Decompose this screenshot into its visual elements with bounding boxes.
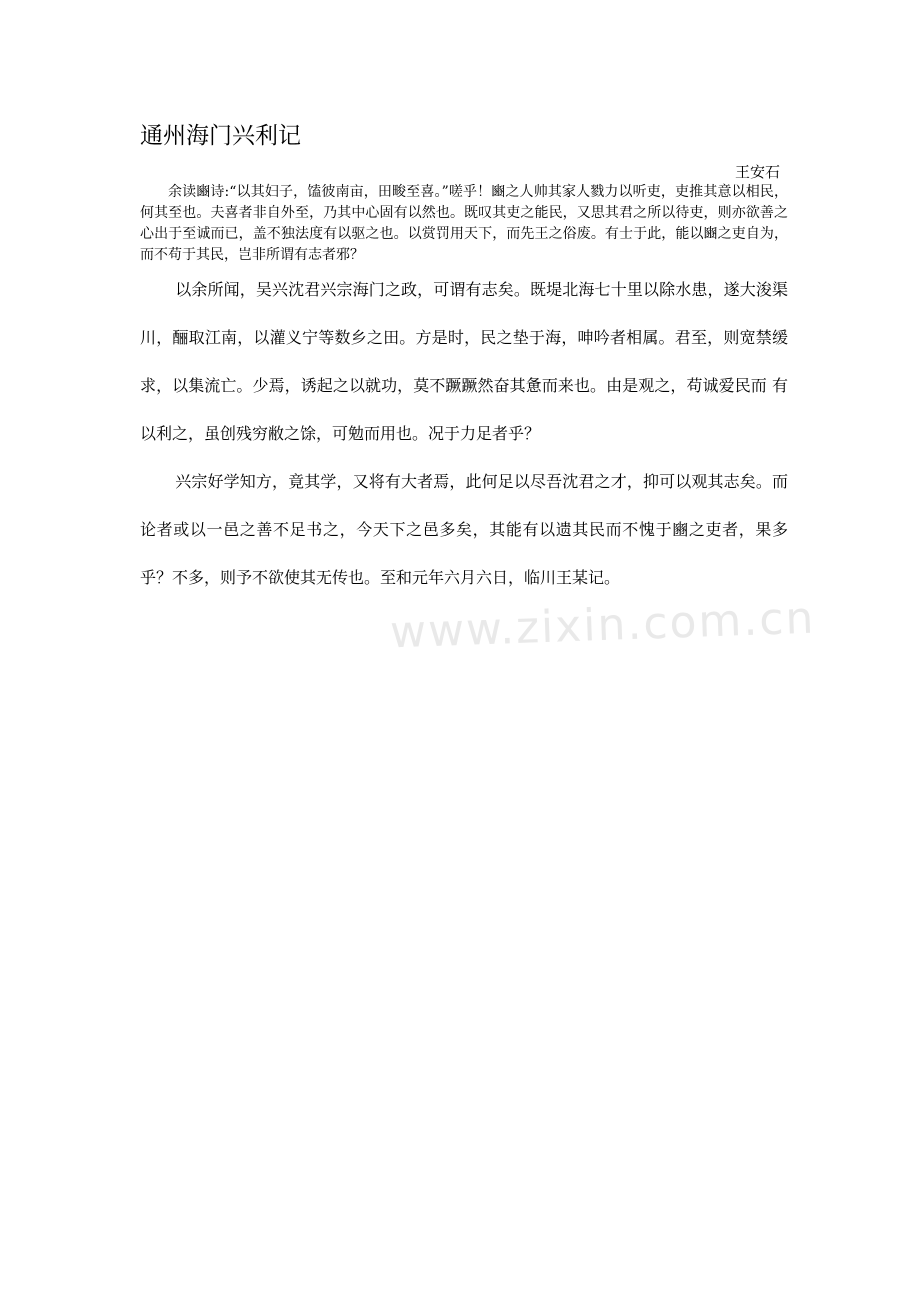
body-paragraph-2: 兴宗好学知方，竟其学，又将有大者焉，此何足以尽吾沈君之才，抑可以观其志矣。而论者或以一邑之善不足书之，今天下之邑多矣，其能有以遗其民而不愧于豳之吏者，果多乎？不多，则予不欲使其无传也。至和元年六月六日，临川王某记。 xyxy=(140,472,788,587)
body-paragraph-1: 以余所闻，吴兴沈君兴宗海门之政，可谓有志矣。既堤北海七十里以除水患，遂大浚渠川，酾取江南，以灌义宁等数乡之田。方是时，民之垫于海，呻吟者相属。君至，则宽禁缓求，以集流亡。少焉，诱起之以就功，莫不蹶蹶然奋其惫而来也。由是观之，苟诚爱民而 有以利之，虽创残穷敝之馀，可勉而用也。况于力足者乎？ xyxy=(140,280,788,443)
document-author: 王安石 xyxy=(734,163,780,181)
watermark: www.zixin.com.cn xyxy=(389,592,817,659)
intro-paragraph: 余读豳诗:“以其妇子，馌彼南亩，田畯至喜。”嗟乎！豳之人帅其家人戮力以听吏，吏推其意以相民，何其至也。夫喜者非自外至，乃其中心固有以然也。既叹其吏之能民，又思其君之所以待吏，则亦欲善之心出于至诚而已，盖不独法度有以驱之也。以赏罚用天下，而先王之俗废。有士于此，能以豳之吏自为，而不苟于其民，岂非所谓有志者邪？ xyxy=(140,184,788,263)
document-page xyxy=(140,120,788,602)
document-title: 通州海门兴利记 xyxy=(140,123,301,149)
